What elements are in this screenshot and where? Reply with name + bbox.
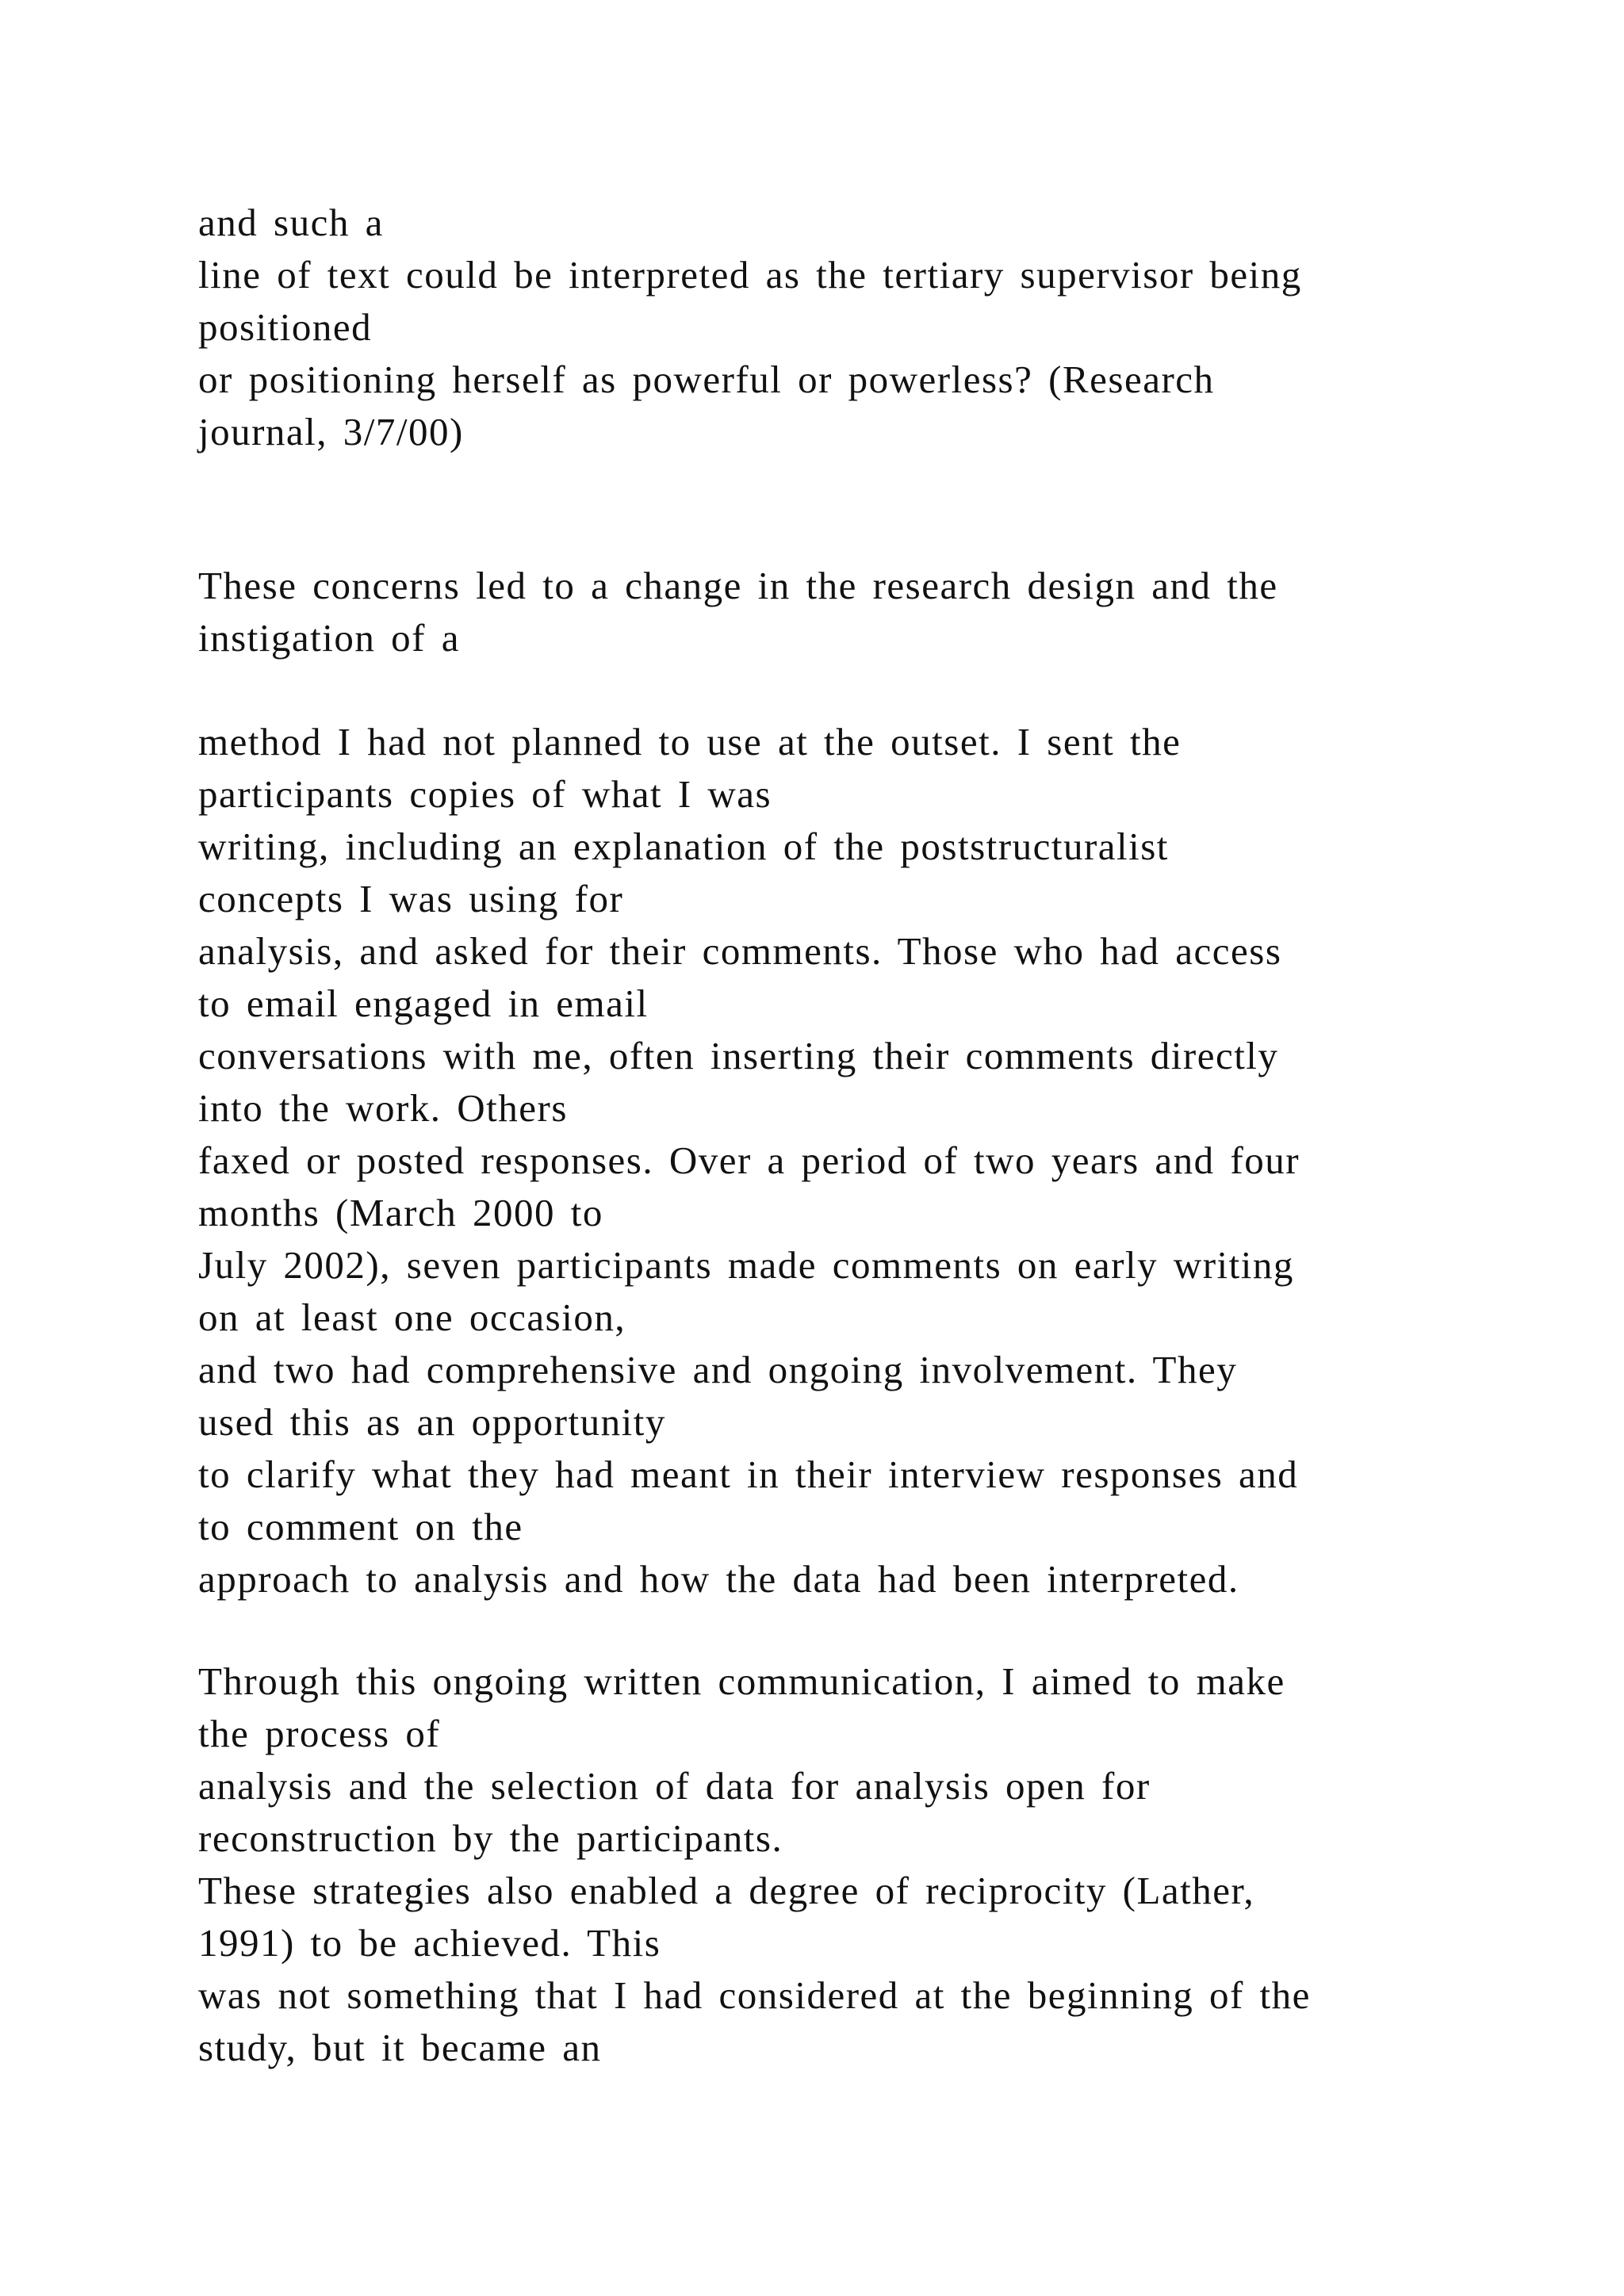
text-line: into the work. Others (198, 1086, 568, 1130)
text-line: These concerns led to a change in the research design and the (198, 564, 1278, 607)
text-line: analysis and the selection of data for analysis open for (198, 1764, 1151, 1808)
text-line: approach to analysis and how the data had been interpreted. (198, 1557, 1239, 1601)
text-line: was not something that I had considered at the beginning of the (198, 1973, 1311, 2017)
text-line: conversations with me, often inserting their comments directly (198, 1034, 1279, 1077)
text-line: and such a (198, 201, 384, 244)
text-line: reconstruction by the participants. (198, 1816, 783, 1860)
text-line: instigation of a (198, 616, 460, 660)
text-line: participants copies of what I was (198, 772, 772, 816)
text-line: 1991) to be achieved. This (198, 1921, 661, 1965)
text-line: Through this ongoing written communication, I aimed to make (198, 1659, 1285, 1703)
text-line: the process of (198, 1712, 441, 1755)
text-line: study, but it became an (198, 2026, 602, 2069)
text-line: to comment on the (198, 1505, 523, 1548)
text-line: on at least one occasion, (198, 1295, 626, 1339)
text-line: or positioning herself as powerful or powerless? (Research (198, 358, 1215, 401)
text-line: writing, including an explanation of the poststructuralist (198, 825, 1169, 868)
text-line: faxed or posted responses. Over a period of two years and four (198, 1138, 1300, 1182)
text-line: July 2002), seven participants made comments on early writing (198, 1243, 1294, 1287)
text-line: analysis, and asked for their comments. Those who had access (198, 929, 1282, 973)
text-line: method I had not planned to use at the outset. I sent the (198, 720, 1182, 763)
text-line: concepts I was using for (198, 877, 624, 920)
text-line: to clarify what they had meant in their interview responses and (198, 1452, 1299, 1496)
text-line: journal, 3/7/00) (198, 410, 464, 453)
text-line: positioned (198, 305, 373, 349)
text-line: used this as an opportunity (198, 1400, 666, 1444)
text-line: months (March 2000 to (198, 1191, 603, 1234)
text-line: and two had comprehensive and ongoing involvement. They (198, 1348, 1238, 1391)
text-line: These strategies also enabled a degree of reciprocity (Lather, (198, 1869, 1255, 1912)
text-line: line of text could be interpreted as the tertiary supervisor being (198, 253, 1302, 297)
text-line: to email engaged in email (198, 982, 649, 1025)
